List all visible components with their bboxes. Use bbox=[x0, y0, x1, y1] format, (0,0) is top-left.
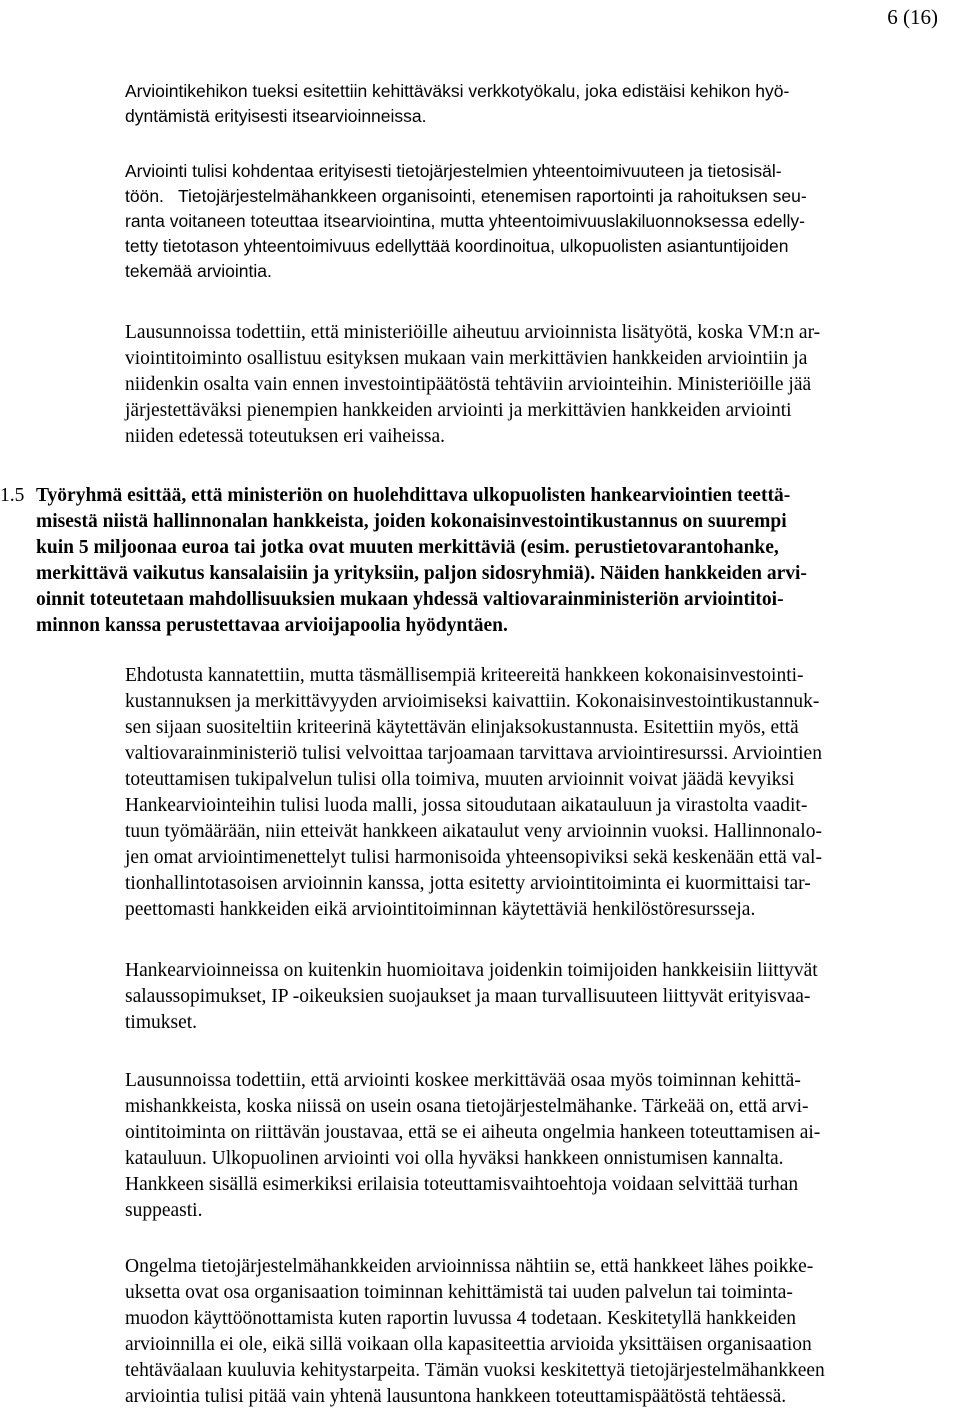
paragraph-line: Tietojärjestelmähankkeen organisointi, etenemisen raportointi ja rahoituksen seu- bbox=[178, 186, 807, 206]
section-line: merkittävä vaikutus kansalaisiin ja yrityksiin, paljon sidosryhmiä). Näiden hankkeiden arvi- bbox=[36, 563, 807, 584]
section-line: Työryhmä esittää, että ministeriön on huolehdittava ulkopuolisten hankearviointien teettä- bbox=[36, 485, 791, 506]
paragraph-line: Lausunnoissa todettiin, että arviointi koskee merkittävää osaa myös toiminnan kehittä- bbox=[125, 1070, 801, 1091]
paragraph-line: jen omat arviointimenettelyt tulisi harmonisoida yhteensopiviksi sekä keskenään että val- bbox=[125, 847, 822, 868]
paragraph-line: niidenkin osalta vain ennen investointipäätöstä tehtäviin arviointeihin. Ministeriöille jää bbox=[125, 374, 812, 395]
page-number: 6 (16) bbox=[887, 5, 938, 29]
paragraph-line: Arviointikehikon tueksi esitettiin kehittäväksi verkkotyökalu, joka edistäisi kehikon hyö- bbox=[125, 81, 790, 101]
paragraph-line: sen sijaan suositeltiin kriteerinä käytettävän elinjaksokustannusta. Esitettiin myös, että bbox=[125, 717, 799, 738]
paragraph-line: tehtäväalaan kuuluvia kehitystarpeita. Tämän vuoksi keskitettyä tietojärjestelmähankkeen bbox=[125, 1360, 825, 1381]
paragraph-line: Ehdotusta kannatettiin, mutta täsmällisempiä kriteereitä hankkeen kokonaisinvestointi- bbox=[125, 665, 804, 686]
paragraph-line: arviointia tulisi pitää vain yhtenä lausuntona hankkeen toteuttamispäätöstä tehtäessä. bbox=[125, 1386, 787, 1407]
paragraph-line: Hankearviointeihin tulisi luoda malli, jossa sitoudutaan aikatauluun ja virastolta vaadit- bbox=[125, 795, 808, 816]
paragraph-line: ranta voitaneen toteuttaa itsearviointina, mutta yhteentoimivuuslakiluonnoksessa edelly- bbox=[125, 211, 805, 231]
paragraph-line: niiden edetessä toteutuksen eri vaiheissa. bbox=[125, 426, 446, 447]
paragraph-line: Hankkeen sisällä esimerkiksi erilaisia toteuttamisvaihtoehtoja voidaan selvittää turhan bbox=[125, 1174, 799, 1195]
paragraph-line: tekemää arviointia. bbox=[125, 261, 272, 281]
paragraph-line: töön. bbox=[125, 186, 164, 206]
paragraph-line: muodon käyttöönottamista kuten raportin luvussa 4 todetaan. Keskitetyllä hankkeiden bbox=[125, 1308, 796, 1329]
paragraph-line: tuun työmäärään, niin etteivät hankkeen aikataulut veny arvioinnin vuoksi. Hallinnonalo- bbox=[125, 821, 822, 842]
section-line: misestä niistä hallinnonalan hankkeista, joiden kokonaisinvestointikustannus on suurempi bbox=[36, 511, 787, 532]
paragraph-line: katauluun. Ulkopuolinen arviointi voi olla hyväksi hankkeen onnistumisen kannalta. bbox=[125, 1148, 784, 1169]
section-line: oinnit toteutetaan mahdollisuuksien mukaan yhdessä valtiovarainministeriön arviointitoi- bbox=[36, 589, 784, 610]
paragraph-line: kustannuksen ja merkittävyyden arvioimiseksi kaivattiin. Kokonaisinvestointikustannuk- bbox=[125, 691, 820, 712]
section-line: minnon kanssa perustettavaa arvioijapoolia hyödyntäen. bbox=[36, 615, 508, 636]
paragraph-line: valtiovarainministeriö tulisi velvoittaa tarjoamaan tarvittava arviointiresurssi. Arviointien bbox=[125, 743, 822, 764]
paragraph-line: Arviointi tulisi kohdentaa erityisesti tietojärjestelmien yhteentoimivuuteen ja tietosisäl- bbox=[125, 161, 782, 181]
paragraph-line: dyntämistä erityisesti itsearvioinneissa. bbox=[125, 106, 427, 126]
paragraph-line: viointitoiminto osallistuu esityksen mukaan vain merkittävien hankkeiden arviointiin ja bbox=[125, 348, 808, 369]
paragraph-line: arvioinnilla ei ole, eikä sillä voikaan olla kapasiteettia arvioida yksittäisen organisaation bbox=[125, 1334, 812, 1355]
paragraph-line: mishankkeista, koska niissä on usein osana tietojärjestelmähanke. Tärkeää on, että arvi- bbox=[125, 1096, 809, 1117]
paragraph-line: Hankearvioinneissa on kuitenkin huomioitava joidenkin toimijoiden hankkeisiin liittyvät bbox=[125, 960, 818, 981]
paragraph-line: salaussopimukset, IP -oikeuksien suojaukset ja maan turvallisuuteen liittyvät erityisvaa- bbox=[125, 986, 811, 1007]
paragraph-line: toteuttamisen tukipalvelun tulisi olla toimiva, muuten arvioinnit voivat jäädä kevyiksi bbox=[125, 769, 795, 790]
paragraph-line: Lausunnoissa todettiin, että ministeriöille aiheutuu arvioinnista lisätyötä, koska VM:n ar- bbox=[125, 322, 821, 343]
paragraph-line: järjestettäväksi pienempien hankkeiden arviointi ja merkittävien hankkeiden arviointi bbox=[125, 400, 792, 421]
paragraph-line: suppeasti. bbox=[125, 1200, 203, 1221]
paragraph-line: uksetta ovat osa organisaation toiminnan kehittämistä tai uuden palvelun tai toiminta- bbox=[125, 1282, 793, 1303]
paragraph-line: peettomasti hankkeiden eikä arviointitoiminnan käytettäviä henkilöstöresursseja. bbox=[125, 899, 756, 920]
paragraph-line: tetty tietotason yhteentoimivuus edellyttää koordinoitua, ulkopuolisten asiantuntijoiden bbox=[125, 236, 789, 256]
section-number: 1.5 bbox=[0, 485, 25, 506]
paragraph-line: Ongelma tietojärjestelmähankkeiden arvioinnissa nähtiin se, että hankkeet lähes poikke- bbox=[125, 1256, 814, 1277]
section-line: kuin 5 miljoonaa euroa tai jotka ovat muuten merkittäviä (esim. perustietovarantohanke, bbox=[36, 537, 779, 558]
paragraph-line: timukset. bbox=[125, 1012, 198, 1033]
paragraph-line: tionhallintotasoisen arvioinnin kanssa, jotta esitetty arviointitoiminta ei kuormittaisi tar- bbox=[125, 873, 811, 894]
paragraph-line: ointitoiminta on riittävän joustavaa, että se ei aiheuta ongelmia hankeen toteuttamisen ai- bbox=[125, 1122, 821, 1143]
